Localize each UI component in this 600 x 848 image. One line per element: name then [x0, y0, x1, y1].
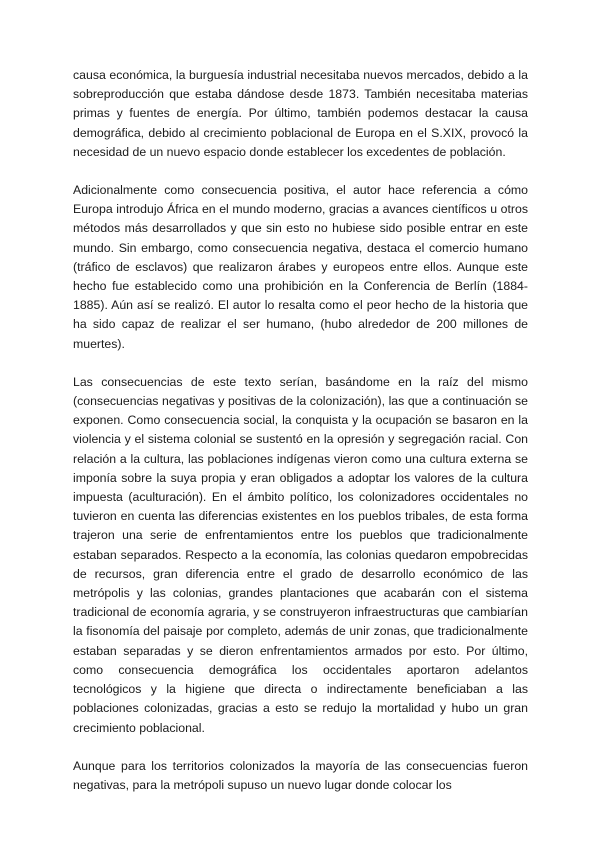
paragraph-consequences-analysis: Las consecuencias de este texto serían, basándome en la raíz del mismo (consecuencias negativas y positivas de la colonización), las que a continuación se exponen. Como consecuencia social, la conquista y la ocupación se basaron en la violencia y el sistema colonial se sustentó en la opresión y segregación racial. Con relación a la cultura, las poblaciones indígenas vieron como una cultura externa se imponía sobre la suya propia y eran obligados a adoptar los valores de la cultura impuesta (aculturación). En el ámbito político, los colonizadores occidentales no tuvieron en cuenta las diferencias existentes en los pueblos tribales, de esta forma trajeron una serie de enfrentamientos entre los pueblos que tradicionalmente estaban separados. Respecto a la economía, las colonias quedaron empobrecidas de recursos, gran diferencia entre el grado de desarrollo económico de las metrópolis y las colonias, grandes plantaciones que acabarán con el sistema tradicional de economía agraria, y se construyeron infraestructuras que cambiarían la fisonomía del paisaje por completo, además de unir zonas, que tradicionalmente estaban separadas y se dieron enfrentamientos armados por esto. Por último, como consecuencia demográfica los occidentales aportaron adelantos tecnológicos y la higiene que directa o indirectamente beneficiaban a las poblaciones colonizadas, gracias a esto se redujo la mortalidad y hubo un gran crecimiento poblacional.	[73, 374, 528, 735]
paragraph-causes: causa económica, la burguesía industrial necesitaba nuevos mercados, debido a la sobreproducción que estaba dándose desde 1873. También necesitaba materias primas y fuentes de energía. Por último, también podemos destacar la causa demográfica, debido al crecimiento poblacional de Europa en el S.XIX, provocó la necesidad de un nuevo espacio donde establecer los excedentes de población.	[73, 68, 528, 159]
body-text	[73, 66, 528, 814]
paragraph-positive-negative-consequences: Adicionalmente como consecuencia positiva, el autor hace referencia a cómo Europa introdujo África en el mundo moderno, gracias a avances científicos u otros métodos más desarrollados y que sin esto no hubiese sido posible entrar en este mundo. Sin embargo, como consecuencia negativa, destaca el comercio humano (tráfico de esclavos) que realizaron árabes y europeos entre ellos. Aunque este hecho fue establecido como una prohibición en la Conferencia de Berlín (1884-1885). Aún así se realizó. El autor lo resalta como el peor hecho de la historia que ha sido capaz de realizar el ser humano, (hubo alrededor de 200 millones de muertes).	[73, 183, 528, 351]
paragraph-conclusion: Aunque para los territorios colonizados la mayoría de las consecuencias fueron negativas, para la metrópoli supuso un nuevo lugar donde colocar los	[73, 758, 528, 792]
